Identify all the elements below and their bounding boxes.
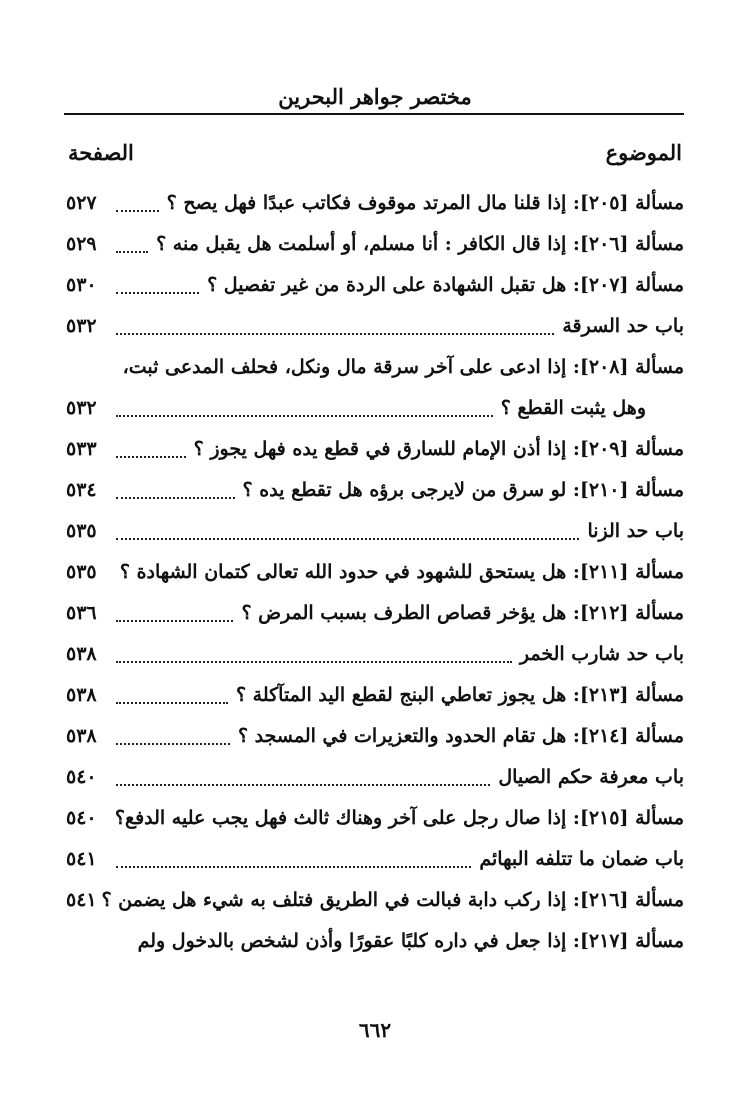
toc-chapter-text: باب معرفة حكم الصيال <box>498 766 684 788</box>
toc-page-number: ٥٣٨ <box>66 684 97 706</box>
toc-entry-text: مسألة [٢١٠]: لو سرق من لايرجى برؤه هل تقطع يده ؟ <box>242 479 684 501</box>
leader-dots <box>116 497 235 499</box>
leader-dots <box>116 210 159 212</box>
toc-chapter-text: باب ضمان ما تتلفه البهائم <box>479 848 684 870</box>
toc-row <box>64 717 684 758</box>
toc-chapter-text: باب حد الزنا <box>587 520 684 542</box>
toc-page-number: ٥٣٤ <box>66 479 97 501</box>
toc-page-number: ٥٣٣ <box>66 438 97 460</box>
leader-dots <box>116 866 471 868</box>
toc-entry-text: مسألة [٢١٤]: هل تقام الحدود والتعزيرات في المسجد ؟ <box>237 725 684 747</box>
toc-row <box>64 840 684 881</box>
leader-dots <box>116 784 490 786</box>
toc-page-number: ٥٣٨ <box>66 643 97 665</box>
topic-column-heading: الموضوع <box>605 140 682 165</box>
toc-row <box>64 430 684 471</box>
toc-page-number: ٥٣٢ <box>66 397 97 419</box>
toc-entry-text: مسألة [٢٠٥]: إذا قلنا مال المرتد موقوف فكاتب عبدًا فهل يصح ؟ <box>166 192 684 214</box>
toc-row <box>64 799 684 840</box>
toc-row <box>64 553 684 594</box>
toc-page-number: ٥٤٠ <box>66 807 97 829</box>
leader-dots <box>116 456 186 458</box>
toc-page-number: ٥٣٥ <box>66 561 97 583</box>
leader-dots <box>116 333 554 335</box>
toc-row <box>64 225 684 266</box>
toc-page-number: ٥٤٠ <box>66 766 97 788</box>
leader-dots <box>116 251 148 253</box>
toc-entry-text: مسألة [٢٠٦]: إذا قال الكافر : أنا مسلم، أو أسلمت هل يقبل منه ؟ <box>156 233 684 255</box>
toc-entry-text: مسألة [٢٠٨]: إذا ادعى على آخر سرقة مال ونكل، فحلف المدعى ثبت، <box>122 356 684 378</box>
toc-page-number: ٥٤١ <box>66 889 97 911</box>
leader-dots <box>116 292 199 294</box>
table-of-contents <box>64 184 684 963</box>
toc-page-number: ٥٢٩ <box>66 233 97 255</box>
toc-row <box>64 266 684 307</box>
toc-row <box>64 881 684 922</box>
toc-row <box>64 758 684 799</box>
toc-row <box>64 635 684 676</box>
toc-entry-text: مسألة [٢٠٩]: إذا أذن الإمام للسارق في قطع يده فهل يجوز ؟ <box>193 438 684 460</box>
toc-page-number: ٥٤١ <box>66 848 97 870</box>
leader-dots <box>116 415 493 417</box>
toc-row <box>64 676 684 717</box>
page-number: ٦٦٢ <box>358 1018 392 1042</box>
toc-row <box>64 471 684 512</box>
leader-dots <box>116 620 233 622</box>
leader-dots <box>116 702 228 704</box>
toc-entry-text: مسألة [٢١١]: هل يستحق للشهود في حدود الله تعالى كتمان الشهادة ؟ <box>119 561 684 583</box>
toc-chapter-text: باب حد شارب الخمر <box>519 643 684 665</box>
toc-page-number: ٥٣٢ <box>66 315 97 337</box>
toc-page-number: ٥٣٥ <box>66 520 97 542</box>
toc-page-number: ٥٢٧ <box>66 192 97 214</box>
toc-row <box>64 184 684 225</box>
column-headings <box>64 140 682 172</box>
header-rule <box>64 113 684 115</box>
toc-row <box>64 922 684 963</box>
toc-entry-text: مسألة [٢٠٧]: هل تقبل الشهادة على الردة من غير تفصيل ؟ <box>207 274 684 296</box>
toc-entry-text: مسألة [٢١٥]: إذا صال رجل على آخر وهناك ثالث فهل يجب عليه الدفع؟ <box>114 807 684 829</box>
leader-dots <box>116 538 579 540</box>
toc-entry-text: مسألة [٢١٣]: هل يجوز تعاطي البنج لقطع اليد المتآكلة ؟ <box>235 684 684 706</box>
toc-page-number: ٥٣٠ <box>66 274 97 296</box>
toc-row <box>64 389 684 430</box>
toc-row <box>64 594 684 635</box>
page-column-heading: الصفحة <box>68 140 134 165</box>
toc-chapter-text: باب حد السرقة <box>562 315 684 337</box>
toc-entry-text: مسألة [٢١٧]: إذا جعل في داره كلبًا عقورًا وأذن لشخص بالدخول ولم <box>137 930 684 952</box>
toc-row <box>64 307 684 348</box>
toc-entry-text: وهل يثبت القطع ؟ <box>500 397 646 419</box>
toc-page-number: ٥٣٦ <box>66 602 97 624</box>
toc-row <box>64 348 684 389</box>
leader-dots <box>116 661 512 663</box>
running-header: مختصر جواهر البحرين <box>278 84 472 109</box>
toc-entry-text: مسألة [٢١٢]: هل يؤخر قصاص الطرف بسبب المرض ؟ <box>241 602 684 624</box>
leader-dots <box>116 743 230 745</box>
toc-page-number: ٥٣٨ <box>66 725 97 747</box>
toc-row <box>64 512 684 553</box>
toc-entry-text: مسألة [٢١٦]: إذا ركب دابة فبالت في الطريق فتلف به شيء هل يضمن ؟ <box>101 889 684 911</box>
